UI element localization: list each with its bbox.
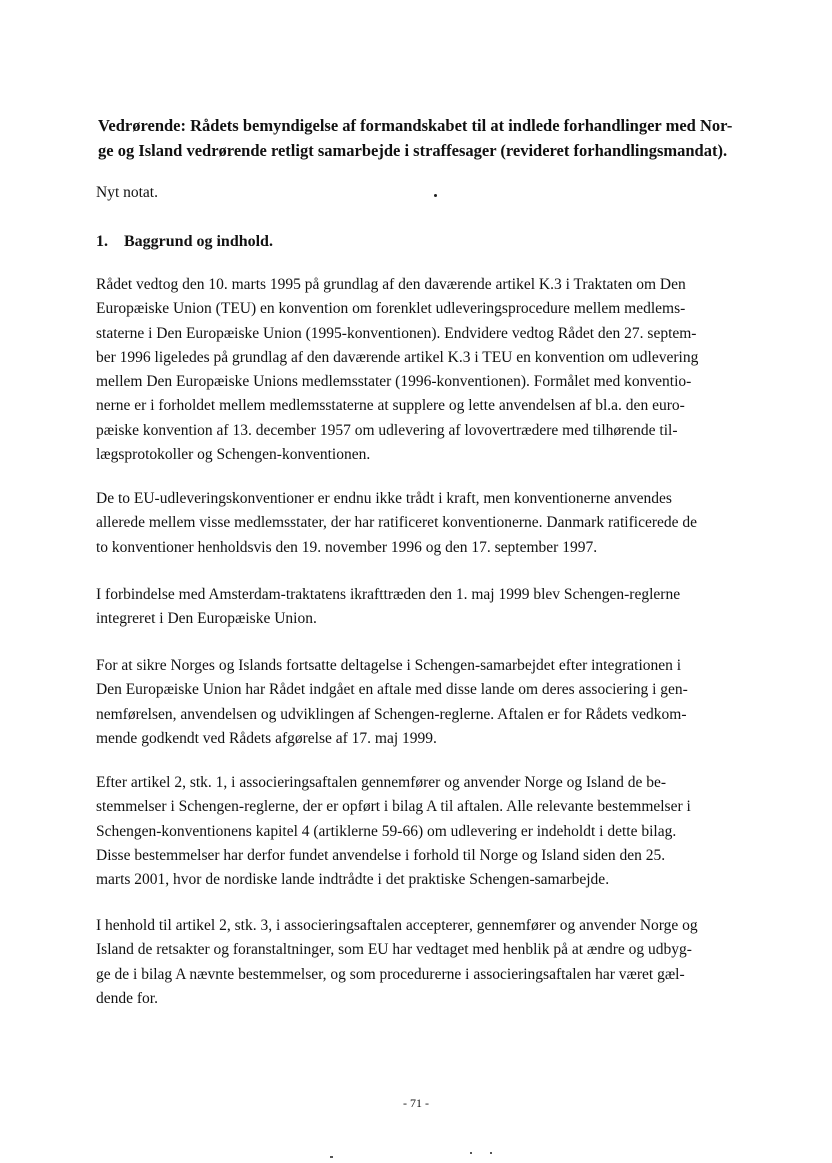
text-line: stemmelser i Schengen-reglerne, der er opført i bilag A til aftalen. Alle relevante bestemmelser i [96,798,691,816]
text-line: nemførelsen, anvendelsen og udviklingen af Schengen-reglerne. Aftalen er for Rådets vedkom- [96,705,687,723]
text-line: staterne i Den Europæiske Union (1995-konventionen). Endvidere vedtog Rådet den 27. septem- [96,324,697,342]
section-heading [96,233,273,251]
text-line: Europæiske Union (TEU) en konvention om forenklet udleveringsprocedure mellem medlems- [96,300,686,318]
text-line: dende for. [96,989,158,1007]
text-line: lægsprotokoller og Schengen-konventionen. [96,446,371,464]
text-line: allerede mellem visse medlemsstater, der har ratificeret konventionerne. Danmark ratificerede de [96,514,698,532]
text-line: pæiske konvention af 13. december 1957 om udlevering af lovovertrædere med tilhørende til- [96,421,678,439]
text-line: marts 2001, hvor de nordiske lande indtrådte i det praktiske Schengen-samarbejde. [96,871,610,889]
scan-speck [434,194,437,197]
scan-speck [490,1152,492,1154]
paragraph-3 [96,583,756,632]
text-line: I forbindelse med Amsterdam-traktatens ikrafttræden den 1. maj 1999 blev Schengen-reglerne [96,586,681,603]
text-line: Disse bestemmelser har derfor fundet anvendelse i forhold til Norge og Island siden den 25. [96,846,666,864]
text-line: integreret i Den Europæiske Union. [96,610,317,628]
text-line: mende godkendt ved Rådets afgørelse af 17. maj 1999. [96,729,437,747]
text-line: Rådet vedtog den 10. marts 1995 på grundlag af den daværende artikel K.3 i Traktaten om Den [96,276,686,293]
text-line: I henhold til artikel 2, stk. 3, i associeringsaftalen accepterer, gennemfører og anvender Norge og [96,917,698,934]
text-line: Schengen-konventionens kapitel 4 (artiklerne 59-66) om udlevering er indeholdt i dette bilag. [96,822,677,840]
page-number: - 71 - [403,1096,429,1110]
text-line: For at sikre Norges og Islands fortsatte deltagelse i Schengen-samarbejdet efter integrationen i [96,657,682,674]
text-line: Efter artikel 2, stk. 1, i associeringsaftalen gennemfører og anvender Norge og Island de be- [96,774,666,791]
title-line: ge og Island vedrørende retligt samarbejde i straffesager (revideret forhandlingsmandat). [98,141,728,160]
section-number: 1. [96,233,108,250]
paragraph-4 [96,654,756,751]
text-line: nerne er i forholdet mellem medlemsstaterne at supplere og lette anvendelsen af bl.a. den euro- [96,397,685,415]
text-line: Island de retsakter og foranstaltninger, som EU har vedtaget med henblik på at ændre og udbyg- [96,941,692,959]
note-label: Nyt notat. [96,184,158,201]
scan-speck [470,1152,472,1154]
paragraph-6 [96,914,756,1011]
paragraph-5 [96,771,756,892]
text-line: De to EU-udleveringskonventioner er endnu ikke trådt i kraft, men konventionerne anvendes [96,490,672,507]
text-line: ge de i bilag A nævnte bestemmelser, og som procedurerne i associeringsaftalen har været gæl- [96,965,685,983]
paragraph-1 [96,273,756,467]
scan-speck [330,1156,333,1158]
document-title [98,113,758,163]
title-line: Vedrørende: Rådets bemyndigelse af formandskabet til at indlede forhandlinger med Nor- [98,116,733,135]
section-title: Baggrund og indhold. [124,233,273,250]
text-line: Den Europæiske Union har Rådet indgået en aftale med disse lande om deres associering i gen- [96,681,688,699]
text-line: mellem Den Europæiske Unions medlemsstater (1996-konventionen). Formålet med konventio- [96,373,692,391]
text-line: to konventioner henholdsvis den 19. november 1996 og den 17. september 1997. [96,538,598,556]
paragraph-2 [96,487,756,560]
text-line: ber 1996 ligeledes på grundlag af den daværende artikel K.3 i TEU en konvention om udlevering [96,348,699,366]
